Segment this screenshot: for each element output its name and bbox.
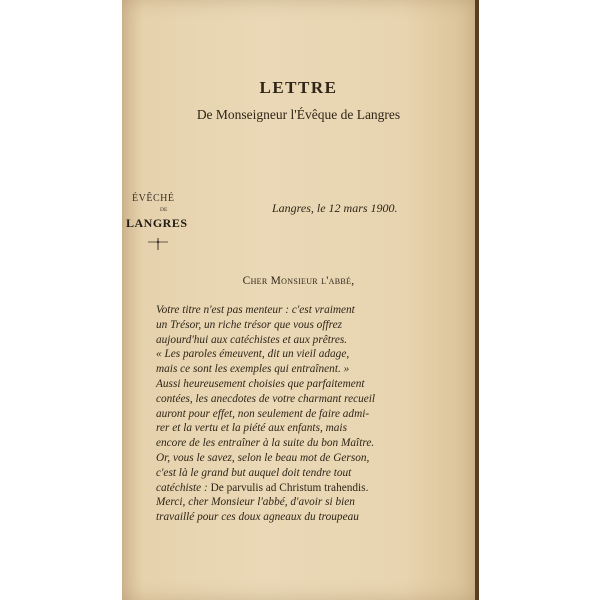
stamp-line-de: DE [160, 207, 168, 213]
body-line: auront pour effet, non seulement de faire admi- [156, 407, 370, 420]
page-subtitle: De Monseigneur l'Évêque de Langres [196, 107, 401, 122]
body-line: Aussi heureusement choisies que parfaitement [156, 377, 365, 390]
latin-quote: De parvulis ad Christum trahendis. [210, 481, 369, 494]
body-line: Merci, cher Monsieur l'abbé, d'avoir si bien [156, 496, 355, 509]
body-line: c'est là le grand but auquel doit tendre tout [156, 466, 352, 479]
book-cover-edge [475, 0, 479, 600]
body-line: travaillé pour ces doux agneaux du troupeau [156, 511, 359, 524]
stamp-line-eveche: ÉVÊCHÉ [132, 193, 175, 204]
body-line: rer et la vertu et la piété aux enfants, mais [156, 422, 347, 435]
body-line: contées, les anecdotes de votre charmant recueil [156, 392, 376, 405]
cross-icon [146, 237, 170, 251]
body-line: encore de les entraîner à la suite du bon Maître. [156, 437, 375, 450]
letterhead-stamp [122, 193, 200, 273]
body-line: « Les paroles émeuvent, dit un vieil adage, [156, 348, 350, 361]
body-line: Votre titre n'est pas menteur : c'est vraiment [156, 304, 355, 316]
body-line: Or, vous le savez, selon le beau mot de Gerson, [156, 451, 370, 464]
letter-body [156, 303, 446, 525]
body-text: catéchiste : [156, 481, 211, 494]
stamp-line-langres: LANGRES [126, 216, 188, 230]
body-line: aujourd'hui aux catéchistes et aux prêtres. [156, 333, 348, 346]
body-line: mais ce sont les exemples qui entraînent. » [156, 363, 350, 376]
letter-salutation: Cher Monsieur l'abbé, [242, 275, 355, 287]
page-title: LETTRE [259, 78, 338, 97]
book-page [122, 0, 475, 600]
letter-dateline: Langres, le 12 mars 1900. [272, 201, 398, 215]
body-line [156, 481, 446, 496]
body-line: un Trésor, un riche trésor que vous offrez [156, 318, 342, 331]
